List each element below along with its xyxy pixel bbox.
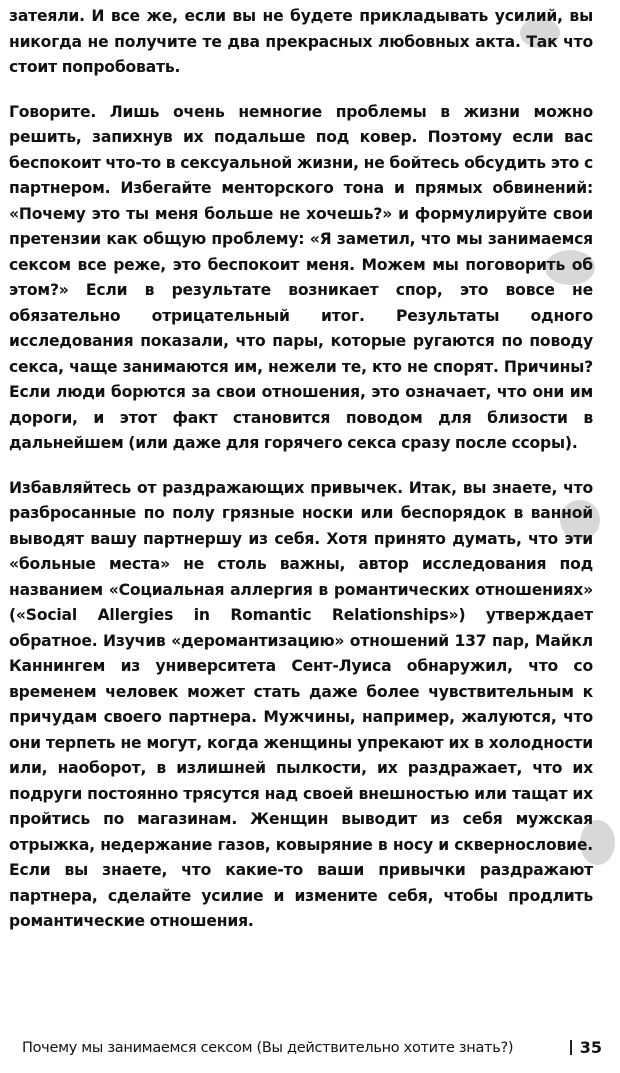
paragraph-2: Говорите. Лишь очень немногие проблемы в жизни можно решить, запихнув их подальше под ковер. Поэтому если вас беспокоит что-то в сексуальной жизни, не бойтесь обсудить это с партнером. Избегайте менторского тона и прямых обвинений: «Почему это ты меня больше не хочешь?» и формулируйте свои претензии как общую проблему: «Я заметил, что мы занимаемся сексом все реже, это беспокоит меня. Можем мы поговорить об этом?» Если в результате возникает спор, это вовсе не обязательно отрицательный итог. Результаты одного исследования показали, что пары, которые ругаются по поводу секса, чаще занимаются им, нежели те, кто не спорят. Причины? Если люди борются за свои отношения, это означает, что они им дороги, и этот факт становится поводом для близости в дальнейшем (или даже для горячего секса сразу после ссоры). <box>9 102 593 452</box>
scan-noise <box>580 820 615 865</box>
page-footer <box>22 1033 602 1063</box>
paragraph-3: Избавляйтесь от раздражающих привычек. Итак, вы знаете, что разбросанные по полу грязные носки или беспорядок в ванной выводят вашу партнершу из себя. Хотя принято думать, что эти «больные места» не столь важны, автор исследования под названием «Социальная аллергия в романтических отношениях» («Social Allergies in Romantic Relationships») утверждает обратное. Изучив «деромантизацию» отношений 137 пар, Майкл Каннингем из университета Сент-Луиса обнаружил, что со временем человек может стать даже более чувствительным к причудам своего партнера. Мужчины, например, жалуются, что они терпеть не могут, когда женщины упрекают их в холодности или, наоборот, в излишней пылкости, их раздражает, что их подруги постоянно трясутся над своей внешностью или тащат их пройтись по магазинам. Женщин выводит из себя мужская отрыжка, недержание газов, ковыряние в носу и сквернословие. Если вы знаете, что какие-то ваши привычки раздражают партнера, сделайте усилие и измените себя, чтобы продлить романтические отношения. <box>9 478 593 930</box>
running-title: Почему мы занимаемся сексом (Вы действительно хотите знать?) <box>22 1040 514 1056</box>
scan-noise <box>545 250 595 285</box>
footer-divider <box>570 1040 572 1055</box>
scan-noise <box>560 500 600 540</box>
paragraph-1: затеяли. И все же, если вы не будете прикладывать усилий, вы никогда не получите те два прекрасных любовных акта. Так что стоит попробовать. <box>9 7 593 76</box>
scan-noise <box>520 18 560 48</box>
body-text <box>9 4 593 954</box>
page-number: 35 <box>579 1038 602 1057</box>
